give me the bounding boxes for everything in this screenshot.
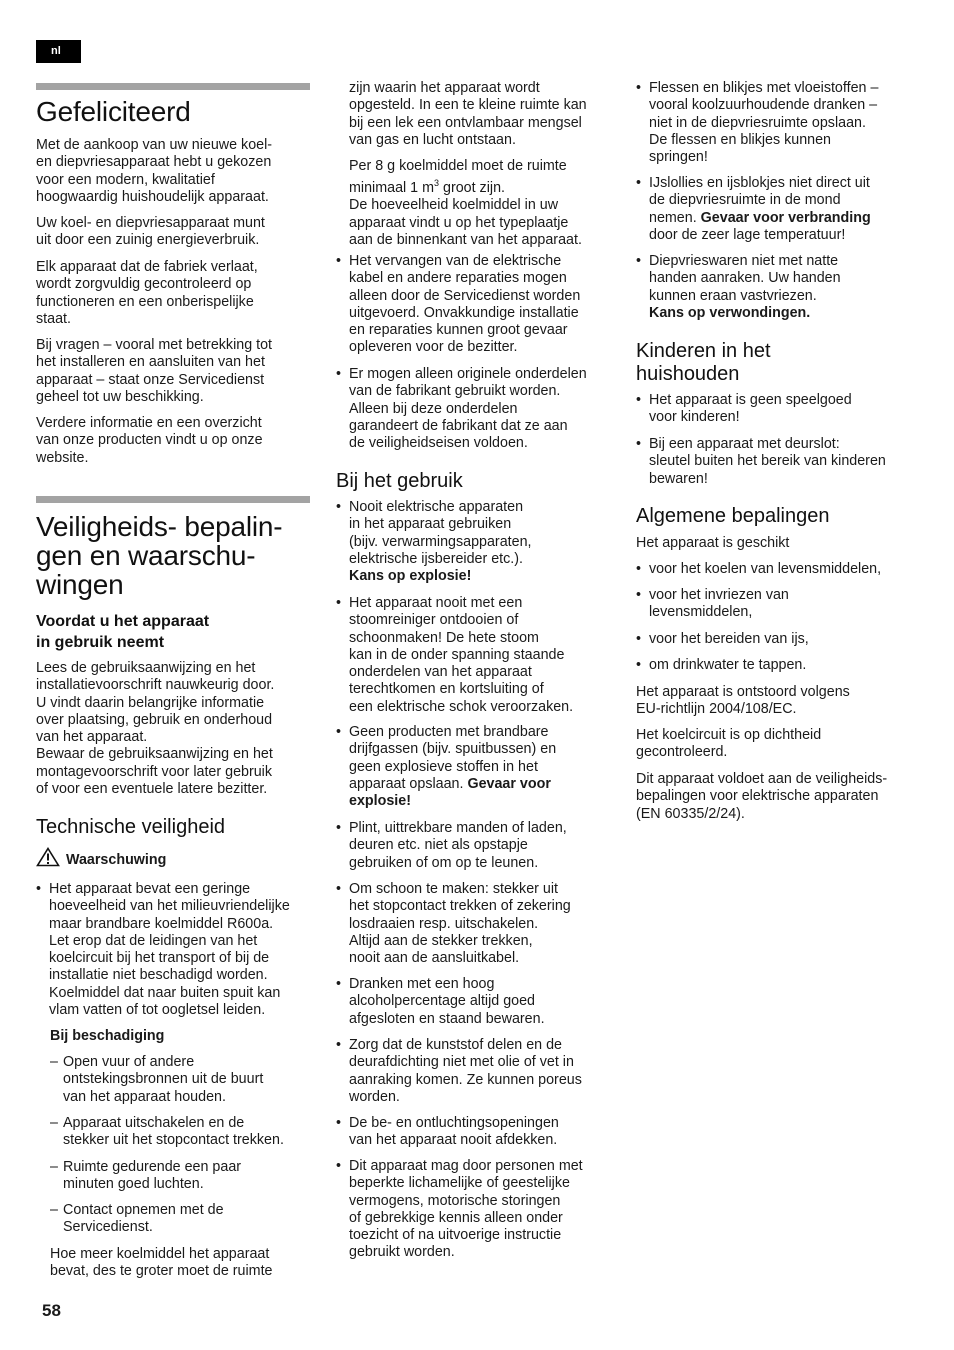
list-item <box>50 1115 314 1150</box>
bullet-dot: • <box>636 253 642 269</box>
language-tag: nl <box>36 40 81 63</box>
bullet-dot: • <box>336 881 342 897</box>
bullet-dot: • <box>636 436 642 452</box>
intro-paragraph-5: Verdere informatie en een overzicht van onze producten vindt u op onze website. <box>36 415 263 466</box>
list-item <box>636 175 912 244</box>
list-item <box>336 253 610 357</box>
bullet-text: Diepvrieswaren niet met natte handen aanraken. Uw handen kunnen eraan vastvriezen. <box>649 253 841 304</box>
list-item <box>636 392 912 427</box>
koelmiddel-text-3: De hoeveelheid koelmiddel in uw apparaat vindt u op het typeplaatje aan de binnenkant van het apparaat. <box>349 197 582 248</box>
subheading-technische-veiligheid: Technische veiligheid <box>36 816 226 838</box>
dash-text: Ruimte gedurende een paar minuten goed luchten. <box>63 1159 242 1193</box>
bullet-text: Dit apparaat mag door personen met beperkte lichamelijke of geestelijke vermogens, motorische storingen of gebrekkige kennis alleen onder toezicht of na uitvoerige instructie gebruikt worden. <box>349 1158 583 1261</box>
dash-text: Contact opnemen met de Servicedienst. <box>63 1202 224 1236</box>
list-item <box>636 561 912 578</box>
bullet-text: Er mogen alleen originele onderdelen van de fabrikant gebruikt worden. Alleen bij deze onderdelen garandeert de fabrikant dat ze aan de veiligheidseisen voldoen. <box>349 366 587 452</box>
list-item <box>336 820 610 872</box>
circuit-paragraph: Het koelcircuit is op dichtheid gecontroleerd. <box>636 727 822 761</box>
safety-paragraph: Dit apparaat voldoet aan de veiligheids- bepalingen voor elektrische apparaten (EN 60335/2/24). <box>636 771 888 822</box>
bullet-emphasis: Gevaar voor verbranding <box>700 209 871 226</box>
list-item <box>636 436 916 488</box>
koelmiddel-paragraph <box>349 158 619 249</box>
bullet-text: Flessen en blikjes met vloeistoffen – vooral koolzuurhoudende dranken – niet in de diepvriesruimte opslaan. De flessen en blikjes kunnen springen! <box>649 80 879 166</box>
section-divider-bar <box>36 496 310 503</box>
bullet-dot: • <box>336 1158 342 1174</box>
bullet-text: De be- en ontluchtingsopeningen van het apparaat nooit afdekken. <box>349 1115 559 1149</box>
bullet-dot: • <box>336 976 342 992</box>
heading-gefeliciteerd: Gefeliciteerd <box>36 96 191 127</box>
bullet-text: Het apparaat bevat een geringe hoeveelheid van het milieuvriendelijke maar brandbare koelmiddel R600a. Let erop dat de leidingen van het koelcircuit bij het transport of bij de installatie niet beschadigd worden. Koelmiddel dat naar buiten spuit kan vlam vatten of tot oogletsel leiden. <box>49 881 290 1019</box>
list-item <box>50 1159 314 1194</box>
list-item <box>336 1158 610 1262</box>
intro-paragraph-2: Uw koel- en diepvriesapparaat munt uit door een zuinig energieverbruik. <box>36 215 265 249</box>
dash-mark: – <box>50 1054 58 1070</box>
koelmiddel-text-2: groot zijn. <box>439 180 505 197</box>
general-intro: Het apparaat is geschikt <box>636 535 790 551</box>
intro-paragraph-1: Met de aankoop van uw nieuwe koel- en diepvriesapparaat hebt u gekozen voor een modern, kwalitatief hoogwaardig huishoudelijk apparaat. <box>36 137 273 205</box>
list-item <box>336 724 610 810</box>
subheading-voordat: Voordat u het apparaat in gebruik neemt <box>36 613 210 651</box>
bullet-dot: • <box>336 820 342 836</box>
bullet-text: voor het bereiden van ijs, <box>649 631 809 647</box>
heading-veiligheid: Veiligheids- bepalin- gen en waarschu- wingen <box>36 511 283 600</box>
warning-triangle-icon <box>36 847 60 867</box>
warning-label: Waarschuwing <box>66 852 167 868</box>
list-item <box>336 499 610 585</box>
list-item <box>336 595 610 716</box>
bullet-text: Bij een apparaat met deurslot: sleutel buiten het bereik van kinderen bewaren! <box>649 436 886 487</box>
section-divider-bar <box>36 83 310 90</box>
list-item <box>636 80 912 166</box>
bullet-dot: • <box>336 1115 342 1131</box>
subheading-bij-het-gebruik: Bij het gebruik <box>336 470 463 492</box>
list-item <box>36 881 316 1019</box>
bullet-text: voor het invriezen van levensmiddelen, <box>649 587 789 621</box>
emc-paragraph: Het apparaat is ontstoord volgens EU-richtlijn 2004/108/EC. <box>636 684 850 718</box>
subheading-kinderen: Kinderen in het huishouden <box>636 340 771 385</box>
list-item <box>636 631 912 648</box>
koelmiddel-text: Per 8 g koelmiddel moet de ruimte minimaal 1 m <box>349 158 567 197</box>
damage-label: Bij beschadiging <box>50 1028 165 1044</box>
bullet-emphasis: Kans op explosie! <box>349 568 472 585</box>
bullet-text: Dranken met een hoog alcoholpercentage altijd goed afgesloten en staand bewaren. <box>349 976 545 1027</box>
bullet-text: voor het koelen van levensmiddelen, <box>649 561 882 577</box>
bullet-text: om drinkwater te tappen. <box>649 657 807 673</box>
subheading-algemene-bepalingen: Algemene bepalingen <box>636 505 830 527</box>
bullet-dot: • <box>336 499 342 515</box>
bullet-dot: • <box>336 724 342 740</box>
bullet-text: Om schoon te maken: stekker uit het stopcontact trekken of zekering losdraaien resp. uitschakelen. Altijd aan de stekker trekken, nooit aan de aansluitkabel. <box>349 881 571 967</box>
dash-text: Apparaat uitschakelen en de stekker uit het stopcontact trekken. <box>63 1115 284 1149</box>
list-item <box>50 1202 314 1237</box>
list-item <box>636 657 912 674</box>
tail-paragraph: Hoe meer koelmiddel het apparaat bevat, des te groter moet de ruimte <box>50 1246 273 1280</box>
bullet-text-tail: door de zeer lage temperatuur! <box>649 226 846 243</box>
bullet-dot: • <box>336 366 342 382</box>
bullet-text: Plint, uittrekbare manden of laden, deuren etc. niet als opstapje gebruiken of om op te leunen. <box>349 820 567 871</box>
voordat-paragraph: Lees de gebruiksaanwijzing en het installatievoorschrift nauwkeurig door. U vindt daarin belangrijke informatie over plaatsing, gebruik en onderhoud van het apparaat. Bewaar de gebruiksaanwijzing en het montagevoorschrift voor later gebruik of voor een eventuele latere bezitter. <box>36 660 275 798</box>
bullet-text: Het vervangen van de elektrische kabel en andere reparaties mogen alleen door de Servicedienst worden uitgevoerd. Onvakkundige installatie en reparaties kunnen groot gevaar opleveren voor de bezitter. <box>349 253 581 356</box>
bullet-dot: • <box>636 587 642 603</box>
bullet-dot: • <box>636 631 642 647</box>
dash-mark: – <box>50 1159 58 1175</box>
continued-paragraph: zijn waarin het apparaat wordt opgesteld. In een te kleine ruimte kan bij een lek een ontvlambaar mengsel van gas en lucht ontstaan. <box>349 80 587 148</box>
warning-line <box>36 847 166 869</box>
list-item <box>336 881 610 967</box>
intro-paragraph-3: Elk apparaat dat de fabriek verlaat, wordt zorgvuldig gecontroleerd op functioneren en een onberispelijke staat. <box>36 259 258 327</box>
bullet-text: Nooit elektrische apparaten in het apparaat gebruiken (bijv. verwarmingsapparaten, elektrische ijsbereider etc.). <box>349 499 532 567</box>
bullet-emphasis: Gevaar voor <box>467 775 551 792</box>
bullet-dot: • <box>36 881 42 897</box>
bullet-dot: • <box>636 561 642 577</box>
page-number: 58 <box>42 1301 61 1320</box>
bullet-text: Het apparaat is geen speelgoed voor kinderen! <box>649 392 852 426</box>
bullet-text: Zorg dat de kunststof delen en de deurafdichting niet met olie of vet in aanraking komen. Ze kunnen poreus worden. <box>349 1037 582 1105</box>
superscript: 3 <box>434 178 440 189</box>
list-item <box>50 1054 314 1106</box>
bullet-text: Geen producten met brandbare drijfgassen (bijv. spuitbussen) en geen explosieve stoffen in het apparaat opslaan. <box>349 724 557 792</box>
bullet-dot: • <box>336 253 342 269</box>
bullet-dot: • <box>336 1037 342 1053</box>
bullet-text: Het apparaat nooit met een stoomreiniger ontdooien of schoonmaken! De hete stoom kan in de onder spanning staande onderdelen van het apparaat terechtkomen en kortsluiting of een elektrische schok veroorzaken. <box>349 595 574 715</box>
list-item <box>336 366 610 452</box>
bullet-emphasis: Kans op verwondingen. <box>649 304 811 321</box>
bullet-text: IJslollies en ijsblokjes niet direct uit de diepvriesruimte in de mond nemen. <box>649 175 870 226</box>
list-item <box>336 976 610 1028</box>
list-item <box>636 587 912 622</box>
bullet-dot: • <box>636 657 642 673</box>
list-item <box>636 253 912 322</box>
list-item <box>336 1115 610 1150</box>
bullet-dot: • <box>636 80 642 96</box>
list-item <box>336 1037 610 1106</box>
dash-text: Open vuur of andere ontstekingsbronnen uit de buurt van het apparaat houden. <box>63 1054 264 1105</box>
bullet-emphasis: explosie! <box>349 793 411 810</box>
bullet-dot: • <box>636 175 642 191</box>
dash-mark: – <box>50 1202 58 1218</box>
bullet-dot: • <box>636 392 642 408</box>
bullet-dot: • <box>336 595 342 611</box>
intro-paragraph-4: Bij vragen – vooral met betrekking tot het installeren en aansluiten van het apparaat – staat onze Servicedienst geheel tot uw beschikking. <box>36 337 273 405</box>
dash-mark: – <box>50 1115 58 1131</box>
